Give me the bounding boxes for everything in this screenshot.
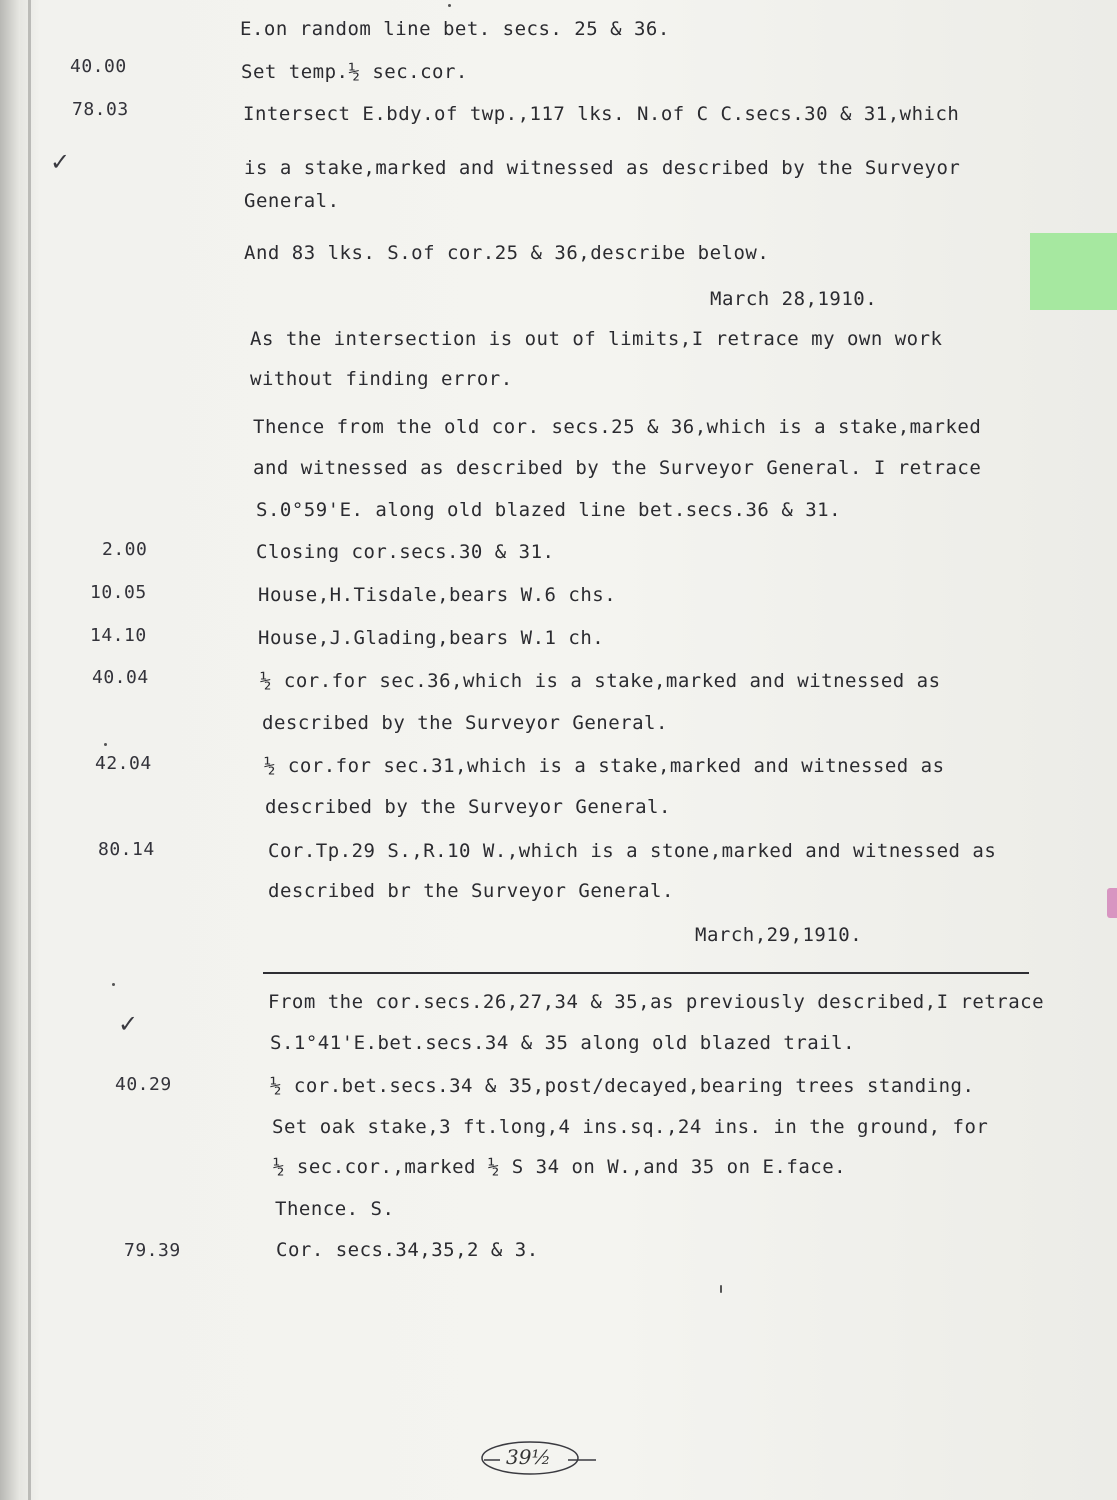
binding-edge [28,0,31,1500]
text-line: From the cor.secs.26,27,34 & 35,as previously described,I retrace [268,991,1045,1013]
distance-value: 40.00 [70,56,127,77]
date-line: March 28,1910. [710,288,878,310]
text-line: And 83 lks. S.of cor.25 & 36,describe below. [244,242,770,264]
distance-value: 78.03 [72,99,129,120]
distance-value: 14.10 [90,625,147,646]
text-line: Thence. S. [275,1198,395,1220]
distance-value: 79.39 [124,1240,181,1261]
text-line: General. [244,190,340,212]
distance-value: 80.14 [98,839,155,860]
text-line: Intersect E.bdy.of twp.,117 lks. N.of C C.secs.30 & 31,which [243,103,960,125]
text-line: Thence from the old cor. secs.25 & 36,which is a stake,marked [253,416,982,438]
text-line: House,H.Tisdale,bears W.6 chs. [258,584,617,606]
text-line: E.on random line bet. secs. 25 & 36. [240,18,670,40]
text-line: ½ cor.for sec.31,which is a stake,marked and witnessed as [264,755,945,777]
distance-value: 10.05 [90,582,147,603]
pink-edge-mark [1107,888,1117,918]
text-line: Closing cor.secs.30 & 31. [256,541,555,563]
text-line: ½ sec.cor.,marked ½ S 34 on W.,and 35 on E.face. [273,1156,847,1178]
page-number [478,1438,598,1478]
text-line: without finding error. [250,368,513,390]
text-line: ½ cor.bet.secs.34 & 35,post/decayed,bearing trees standing. [270,1075,975,1097]
ink-speck [720,1285,722,1293]
distance-value: 40.04 [92,667,149,688]
text-line: S.0°59'E. along old blazed line bet.secs.36 & 31. [256,499,842,521]
text-line: Set temp.½ sec.cor. [241,61,468,83]
green-tab-flag [1030,233,1117,310]
page-number-label: 39½ [506,1445,551,1469]
date-line: March,29,1910. [695,924,863,946]
distance-value: 2.00 [102,539,148,560]
text-line: and witnessed as described by the Surveyor General. I retrace [253,457,982,479]
text-line: ½ cor.for sec.36,which is a stake,marked and witnessed as [260,670,941,692]
ink-speck [112,983,115,986]
check-mark-icon: ✓ [50,148,71,176]
check-mark-icon: ✓ [118,1010,139,1038]
section-divider [263,972,1029,974]
distance-value: 40.29 [115,1074,172,1095]
text-line: described by the Surveyor General. [262,712,668,734]
text-line: described br the Surveyor General. [268,880,674,902]
text-line: Cor. secs.34,35,2 & 3. [276,1239,539,1261]
distance-value: 42.04 [95,753,152,774]
page-left-shadow [0,0,20,1500]
text-line: described by the Surveyor General. [265,796,671,818]
text-line: House,J.Glading,bears W.1 ch. [258,627,605,649]
text-line: As the intersection is out of limits,I retrace my own work [250,328,943,350]
text-line: is a stake,marked and witnessed as described by the Surveyor [244,157,961,179]
ink-speck [448,4,451,7]
text-line: Cor.Tp.29 S.,R.10 W.,which is a stone,marked and witnessed as [268,840,997,862]
text-line: S.1°41'E.bet.secs.34 & 35 along old blazed trail. [270,1032,856,1054]
text-line: Set oak stake,3 ft.long,4 ins.sq.,24 ins. in the ground, for [272,1116,989,1138]
ink-speck [104,743,107,746]
